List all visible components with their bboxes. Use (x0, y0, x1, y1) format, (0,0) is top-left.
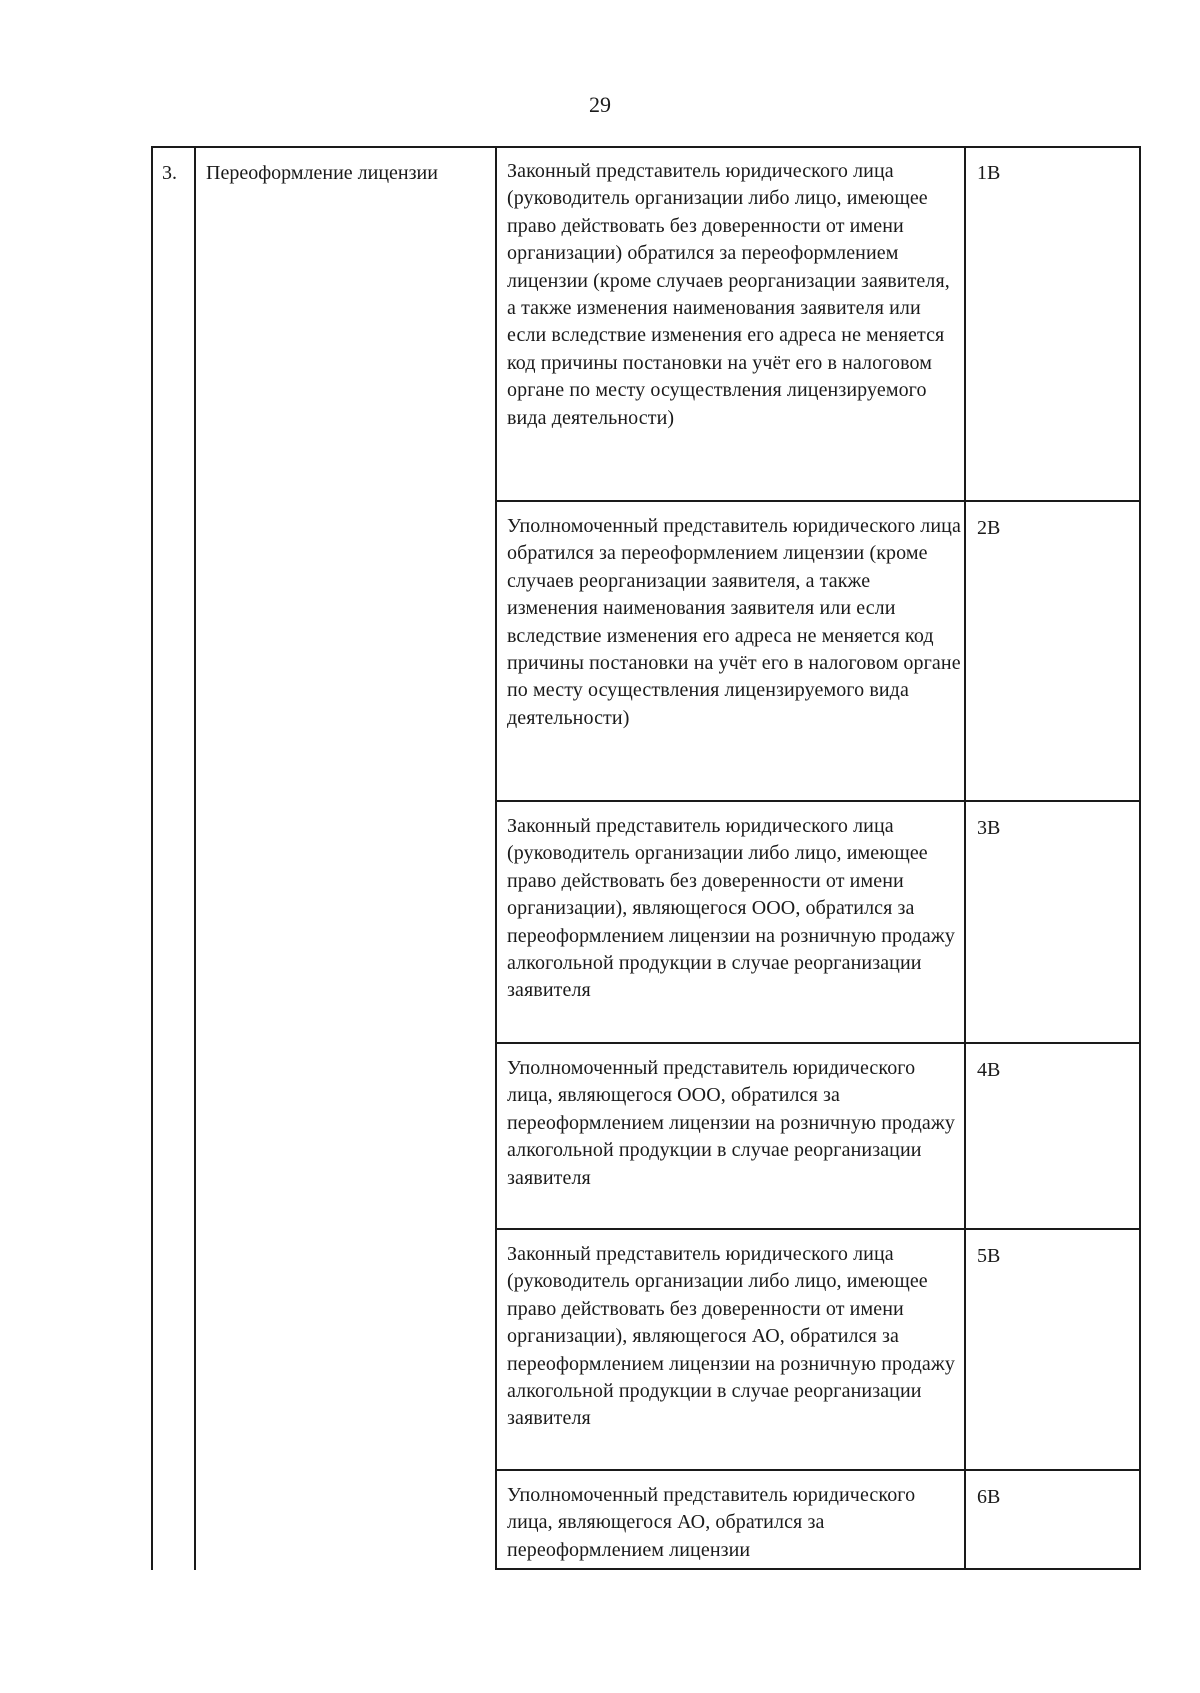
variant-code: 2В (977, 517, 1001, 539)
variant-description: Законный представитель юридического лица (руководитель организации либо лицо, имеющее право действовать без доверенности от имени организации), являющегося ООО, обратился за переоформлением лицензии на розничную продажу алкогольной продукции в случае реорганизации заявителя (507, 815, 955, 1002)
row-number: 3. (162, 162, 177, 184)
row-separator-2 (495, 800, 1141, 802)
col-divider-number (194, 146, 196, 1570)
table-right-border (1139, 146, 1141, 1570)
row-separator-4 (495, 1228, 1141, 1230)
variant-description: Законный представитель юридического лица (руководитель организации либо лицо, имеющее право действовать без доверенности от имени организации) обратился за переоформлением лицензии (кроме случаев реорганизации заявителя, а также изменения наименования заявителя или если вследствие изменения его адреса не меняется код причины постановки на учёт его в налоговом органе по месту осуществления лицензируемого вида деятельности) (507, 160, 950, 429)
variant-description: Уполномоченный представитель юридического лица, являющегося АО, обратился за переоформлением лицензии (507, 1484, 916, 1561)
variant-code: 4В (977, 1059, 1001, 1081)
variant-description: Законный представитель юридического лица (руководитель организации либо лицо, имеющее право действовать без доверенности от имени организации), являющегося АО, обратился за переоформлением лицензии на розничную продажу алкогольной продукции в случае реорганизации заявителя (507, 1243, 955, 1430)
col-divider-description (964, 146, 966, 1570)
row-separator-3 (495, 1042, 1141, 1044)
table-top-border (151, 146, 1141, 148)
variant-code: 6В (977, 1486, 1001, 1508)
row-separator-1 (495, 500, 1141, 502)
col-divider-name (495, 146, 497, 1570)
page-number: 29 (589, 92, 611, 117)
variant-description: Уполномоченный представитель юридического лица обратился за переоформлением лицензии (кроме случаев реорганизации заявителя, а также изменения наименования заявителя или если вследствие изменения его адреса не меняется код причины постановки на учёт его в налоговом органе по месту осуществления лицензируемого вида деятельности) (507, 515, 961, 729)
row-separator-5 (495, 1469, 1141, 1471)
table-left-border (151, 146, 153, 1570)
variant-code: 3В (977, 817, 1001, 839)
service-name: Переоформление лицензии (206, 162, 438, 184)
variant-code: 1В (977, 162, 1001, 184)
row-separator-6 (495, 1568, 1141, 1570)
variant-code: 5В (977, 1245, 1001, 1267)
variant-description: Уполномоченный представитель юридического лица, являющегося ООО, обратился за переоформлением лицензии на розничную продажу алкогольной продукции в случае реорганизации заявителя (507, 1057, 955, 1189)
